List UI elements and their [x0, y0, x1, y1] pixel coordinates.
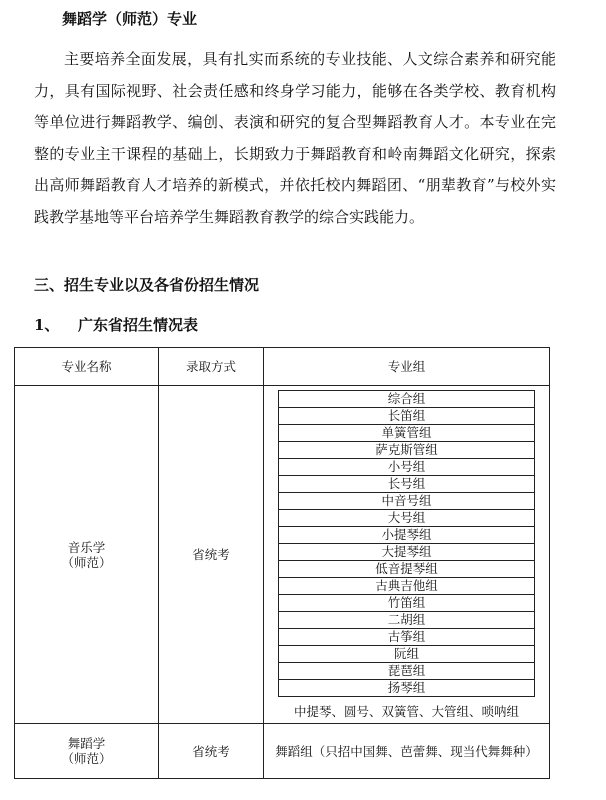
heading-number: 1、: [34, 316, 60, 334]
music-group-item: 古典吉他组: [278, 577, 535, 594]
music-group-list: [264, 390, 549, 697]
dance-group: 舞蹈组（只招中国舞、芭蕾舞、现当代舞舞种）: [264, 724, 550, 779]
method-music: 省统考: [159, 386, 264, 724]
header-method: 录取方式: [159, 348, 264, 386]
music-groups: [264, 386, 550, 724]
heading-text: 广东省招生情况表: [78, 316, 199, 334]
major-dance-name: 舞蹈学: [67, 736, 106, 751]
major-music: [15, 386, 159, 724]
heading-admissions: 三、招生专业以及各省份招生情况: [34, 276, 260, 294]
music-group-item: 长笛组: [278, 407, 535, 424]
table-row: [15, 724, 550, 779]
major-dance-note: （师范）: [61, 751, 112, 766]
music-group-item: 综合组: [278, 390, 535, 407]
heading-guangdong: [34, 314, 198, 335]
major-music-note: （师范）: [61, 554, 112, 570]
music-group-item: 二胡组: [278, 611, 535, 628]
music-group-item: 古筝组: [278, 628, 535, 645]
music-group-item: 中音号组: [278, 492, 535, 509]
music-group-item: 大号组: [278, 509, 535, 526]
music-group-item: 萨克斯管组: [278, 441, 535, 458]
music-group-item: 小提琴组: [278, 526, 535, 543]
music-group-item: 单簧管组: [278, 424, 535, 441]
section-paragraph: 主要培养全面发展，具有扎实而系统的专业技能、人文综合素养和研究能力，具有国际视野、社会责任感和终身学习能力，能够在各类学校、教育机构等单位进行舞蹈教学、编创、表演和研究的复合型舞蹈教育人才。本专业在完整的专业主干课程的基础上，长期致力于舞蹈教育和岭南舞蹈文化研究，探索出高师舞蹈教育人才培养的新模式，并依托校内舞蹈团、“朋辈教育”与校外实践教学基地等平台培养学生舞蹈教育教学的综合实践能力。: [34, 50, 556, 226]
music-group-item: 竹笛组: [278, 594, 535, 611]
music-group-item: 长号组: [278, 475, 535, 492]
music-extra-group: 中提琴、圆号、双簧管、大管组、唢呐组: [293, 704, 519, 719]
section-title: 舞蹈学（师范）专业: [62, 10, 198, 28]
music-group-item: 小号组: [278, 458, 535, 475]
method-dance: 省统考: [159, 724, 264, 779]
music-group-item: 阮组: [278, 645, 535, 662]
major-dance: [15, 724, 159, 779]
major-music-name: 音乐学: [67, 539, 106, 555]
music-group-item: 琵琶组: [278, 662, 535, 679]
table-header-row: [15, 348, 550, 386]
music-group-item: 低音提琴组: [278, 560, 535, 577]
admission-table: [14, 347, 550, 779]
header-group: 专业组: [264, 348, 550, 386]
music-group-item: 大提琴组: [278, 543, 535, 560]
table-row: [15, 386, 550, 724]
header-major: 专业名称: [15, 348, 159, 386]
music-group-item: 扬琴组: [278, 679, 535, 697]
